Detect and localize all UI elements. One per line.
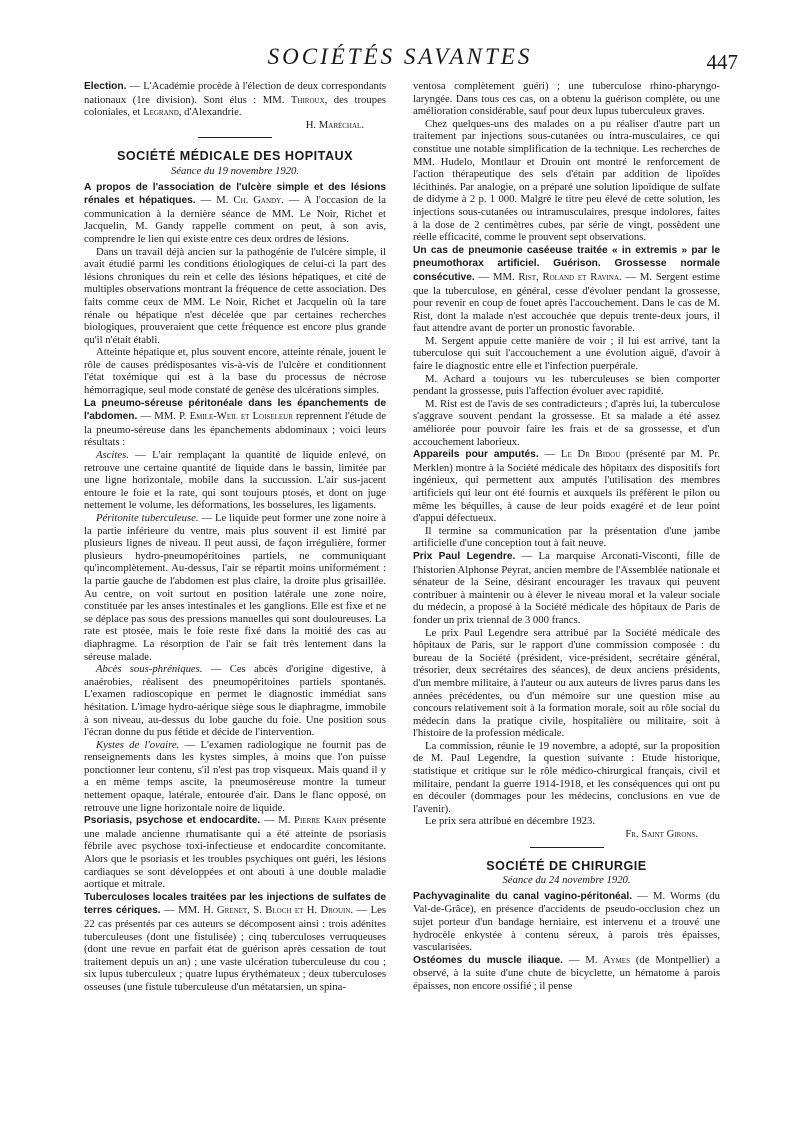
section-title: SOCIÉTÉ MÉDICALE DES HOPITAUX [116,149,354,164]
section-title: SOCIÉTÉ DE CHIRURGIE [486,858,647,873]
paragraph: M. Achard a toujours vu les tuberculeuses se bien comporter pendant la grossesse, puis l'affection évoluer avec rapidité. [413,372,720,398]
paragraph: Abcès sous-phréniques. — Ces abcès d'origine digestive, à anaérobies, réalisent des pneumopéritoines partiels spontanés. L'examen radioscopique en permet le diagnostic immédiat sans hésitation. L'image hydro-aérique siège sous le diaphragme, immobile à son niveau, au-dessus du lobe gauche du foie. Une position sous l'écran donne du pus fétide et décide de l'intervention. [84,663,386,739]
paragraph: Le prix sera attribué en décembre 1923. [425,815,596,828]
paragraph: Ascites. — L'air remplaçant la quantité de liquide enlevé, on retrouve une certaine quantité de liquide dans le bassin, limitée par une ligne horizontale, mobile dans la succussion. L'air sus-jacent entoure le foie et la rate, qui sont toujours ptosés, et dont on juge nettement le volume, les déformations, les bosselures, les ligaments. [84,449,386,512]
divider [198,137,272,138]
signature: Fr. Saint Girons. [625,828,698,841]
paragraph: Péritonite tuberculeuse. — Le liquide peut former une zone noire à la partie inférieure du ventre, mais plus souvent il est limité par plusieurs lignes de niveau. Il peut aussi, de façon irrégulière, former plusieurs hydro-pneumopéritoines partiels, ne communiquant qu'incomplètement. Au-dessus, l'air se répartit moins uniformément : la partie gauche de l'abdomen est plus claire, la droite plus grisaillée. Au centre, on voit surtout en position latérale une zone noire, constituée par les anses intestinales et les ganglions. Elle est fixe et ne se déplace pas sous des pressions manuelles qui sont douloureuses. La rate est ptosée, mais le foie reste fixé dans la moitié des cas au diaphragme. La résorption de l'air se fait très lentement dans la séreuse malade. [84,512,386,663]
paragraph: Chez quelques-uns des malades on a pu réaliser d'autre part un traitement par injections sous-cutanées ou intra-musculaires, ce qui constitue une notable simplification de la technique. Les recherches de MM. Hudelo, Montlaur et Drouin ont montré le renforcement de l'action thérapeutique des sels d'étain par addition de lipoïdes lécithinés. Par analogie, on a préparé une solution lipoïdique de sulfate de didyme à 2 p. 1 000. Malgré le titre peu élevé de cette solution, les injections sous-cutanées ou intramusculaires, presque indolores, faites à la dose de 2 centimètres cubes, par série de vingt, possèdent une réelle efficacité, comme le prouvent sept observations. [413,117,720,244]
right-column [413,80,720,993]
article-pneumo-sereuse: La pneumo-séreuse péritonéale dans les épanchements de l'abdomen. — MM. P. Emile-Weil et Loiseleur reprennent l'étude de la pneumo-séreuse dans les épanchements abdominaux ; voici leurs résultats : [84,397,387,449]
page-header [0,44,800,80]
left-column [84,80,386,994]
article-psoriasis: Psoriasis, psychose et endocardite. — M. Pierre Kahn présente une malade ancienne rhumatisante qui a été atteinte de psoriasis fébrile avec psychose toxi-infectieuse et endocardite concomitante. Alors que le psoriasis et les troubles psychiques ont guéri, les lésions cardiaques se sont développées et ont abouti à une double maladie aortique et mitrale. [84,814,386,891]
paragraph: Dans un travail déjà ancien sur la pathogénie de l'ulcère simple, il avait étudié parmi les conditions étiologiques de celui-ci la part des lésions chroniques du rein et celle des lésions hépatiques, et cité de multiples observations montrant la fréquence de cette association. Des faits comme ceux de MM. Le Noir, Richet et Jacquelin où la tare rénale ou hépatique n'est décelée que par certaines recherches biologiques, prouveraient que cette fréquence est encore plus grande qu'il n'était établi. [84,245,386,346]
article-pneumonie: Un cas de pneumonie caséeuse traitée « in extremis » par le pneumothorax artificiel. Guérison. Grossesse normale consécutive. — MM. Rist, Roland et Ravina. — M. Sergent estime que la tuberculose, en général, cesse d'évoluer pendant la grossesse, pour revenir en coup de fouet après l'accouchement. Dans le cas de M. Rist, dont la malade n'est accouchée que depuis trente-deux jours, il faut attendre avant de porter un pronostic favorable. [413,244,720,335]
article-tuberculoses: Tuberculoses locales traitées par les injections de sulfates de terres cériques. — MM. H. Grenet, S. Bloch et H. Drouin. — Les 22 cas présentés par ces auteurs se décomposent ainsi : trois adénites tuberculeuses (dont une fistulisée) ; cinq tuberculoses verruqueuses (dont une revue en parfait état de guérison après cessation de tout traitement depuis un an) ; une vaste ulcération tuberculeuse du cou ; six lupus tuberculeux ; quatre lupus érythémateux ; deux tuberculoses osseuses (une fistule tuberculeuse d'un métatarsien, un spina- [84,891,387,993]
article-pachyvaginalite: Pachyvaginalite du canal vagino-péritonéal. — M. Worms (du Val-de-Grâce), en présence d'accidents de pseudo-occlusion chez un sujet porteur d'un bandage herniaire, est intervenu et a trouvé une hydrocèle enkystée à contenu séreux, à parois très épaisses, vascularisées. [413,889,720,954]
paragraph: Atteinte hépatique et, plus souvent encore, atteinte rénale, jouent le rôle de causes prédisposantes vis-à-vis de l'ulcère et conditionnent l'état toxémique qui est à la base du processus de nécrose hémorragique, seul mode constaté de genèse des ulcérations simples. [84,346,386,397]
paragraph: Il termine sa communication par la présentation d'une jambe artificielle d'une conception tout à fait neuve. [413,524,720,550]
article-prix: Prix Paul Legendre. — La marquise Arconati-Visconti, fille de l'historien Alphonse Peyrat, ancien membre de l'Assemblée nationale et sénateur de la Seine, désirant encourager les travaux qui peuvent contribuer à maintenir ou à élever le niveau moral et la valeur sociale du médecin, a proposé à la Société médicale des hôpitaux de Paris de fonder un prix triennal de 3 000 francs. [413,549,720,626]
session-date: Séance du 24 novembre 1920. [502,874,631,887]
paragraph: Le prix Paul Legendre sera attribué par la Société médicale des hôpitaux de Paris, sur le rapport d'une commission composée : du bureau de la Société (président, vice-président, secrétaire général, trésorier, deux secrétaires des séances), de deux anciens présidents, d'un membre militaire, à l'auteur ou aux auteurs de livres parus dans les années précédentes, ou d'un mémoire sur une question mise au concours relativement soit à la formation morale, soit au rôle social du médecin dans la pratique civile, hospitalière ou militaire, soit à l'histoire de la profession médicale. [413,626,720,740]
running-title: SOCIÉTÉS SAVANTES [267,44,533,69]
page-number: 447 [706,50,738,74]
paragraph: M. Sergent appuie cette manière de voir ; il lui est arrivé, tant la tuberculose qui suit l'accouchement a une évolution aiguë, d'avoir à faire le diagnostic entre elle et l'infection puerpérale. [413,334,720,373]
election-paragraph: Election. — L'Académie procède à l'élection de deux correspondants nationaux (1re division). Sont élus : MM. Thiroux, des troupes coloniales, et Legrand, d'Alexandrie. [84,80,386,119]
signature: H. Maréchal. [305,118,364,131]
article-ulcere: A propos de l'association de l'ulcère simple et des lésions rénales et hépatiques. — M. Ch. Gandy. — A l'occasion de la communication à la dernière séance de MM. Le Noir, Richet et Jacquelin, M. Gandy rappelle comment on peut, à son avis, comprendre le lien qui existe entre ces deux ordres de lésions. [84,181,386,245]
article-appareils: Appareils pour amputés. — Le Dr Bidou (présenté par M. Pr. Merklen) montre à la Société médicale des hôpitaux des dispositifs fort ingénieux, qui permettent aux amputés l'utilisation des membres artificiels qui leur ont été fournis et auxquels ils préfèrent le pilon ou même les béquilles, à cause de leur poids exagéré et de leur point d'appui défectueux. [413,448,720,525]
paragraph: M. Rist est de l'avis de ses contradicteurs ; d'après lui, la tuberculose s'aggrave souvent pendant la grossesse. Et sa malade a été assez améliorée pour pouvoir faire les frais et de sa grossesse, et d'un accouchement laborieux. [413,397,720,448]
article-osteomes: Ostéomes du muscle iliaque. — M. Aymes (de Montpellier) a observé, à la suite d'une chute de bicyclette, un hématome à parois épaisses, non encore ossifié ; il pense [413,953,720,992]
divider [530,847,604,848]
paragraph: La commission, réunie le 19 novembre, a adopté, sur la proposition de M. Paul Legendre, la question suivante : Etude historique, statistique et critique sur le rôle médico-chirurgical français, civil et militaire, pendant la guerre 1914-1918, et les conséquences qui ont pu en découler (dommages pour les médecins, conclusions en vue de l'avenir). [413,739,720,815]
session-date: Séance du 19 novembre 1920. [170,164,300,177]
paragraph: ventosa complètement guéri) ; une tuberculose rhino-pharyngo-laryngée. Dans tous ces cas, on a obtenu la guérison complète, ou une amélioration considérable, sauf pour deux lupus tuberculeux graves. [413,80,720,118]
paragraph: Kystes de l'ovaire. — L'examen radiologique ne fournit pas de renseignements dans les kystes simples, à moins que l'on puisse ponctionner leur contenu, s'il n'est pas trop visqueux. Mais quand il y a en même temps ascite, la pneumoséreuse montre la tumeur nettement opaque, latérale, entourée d'air. Dans le flanc opposé, on retrouve une ligne horizontale noire de liquide. [84,738,386,814]
